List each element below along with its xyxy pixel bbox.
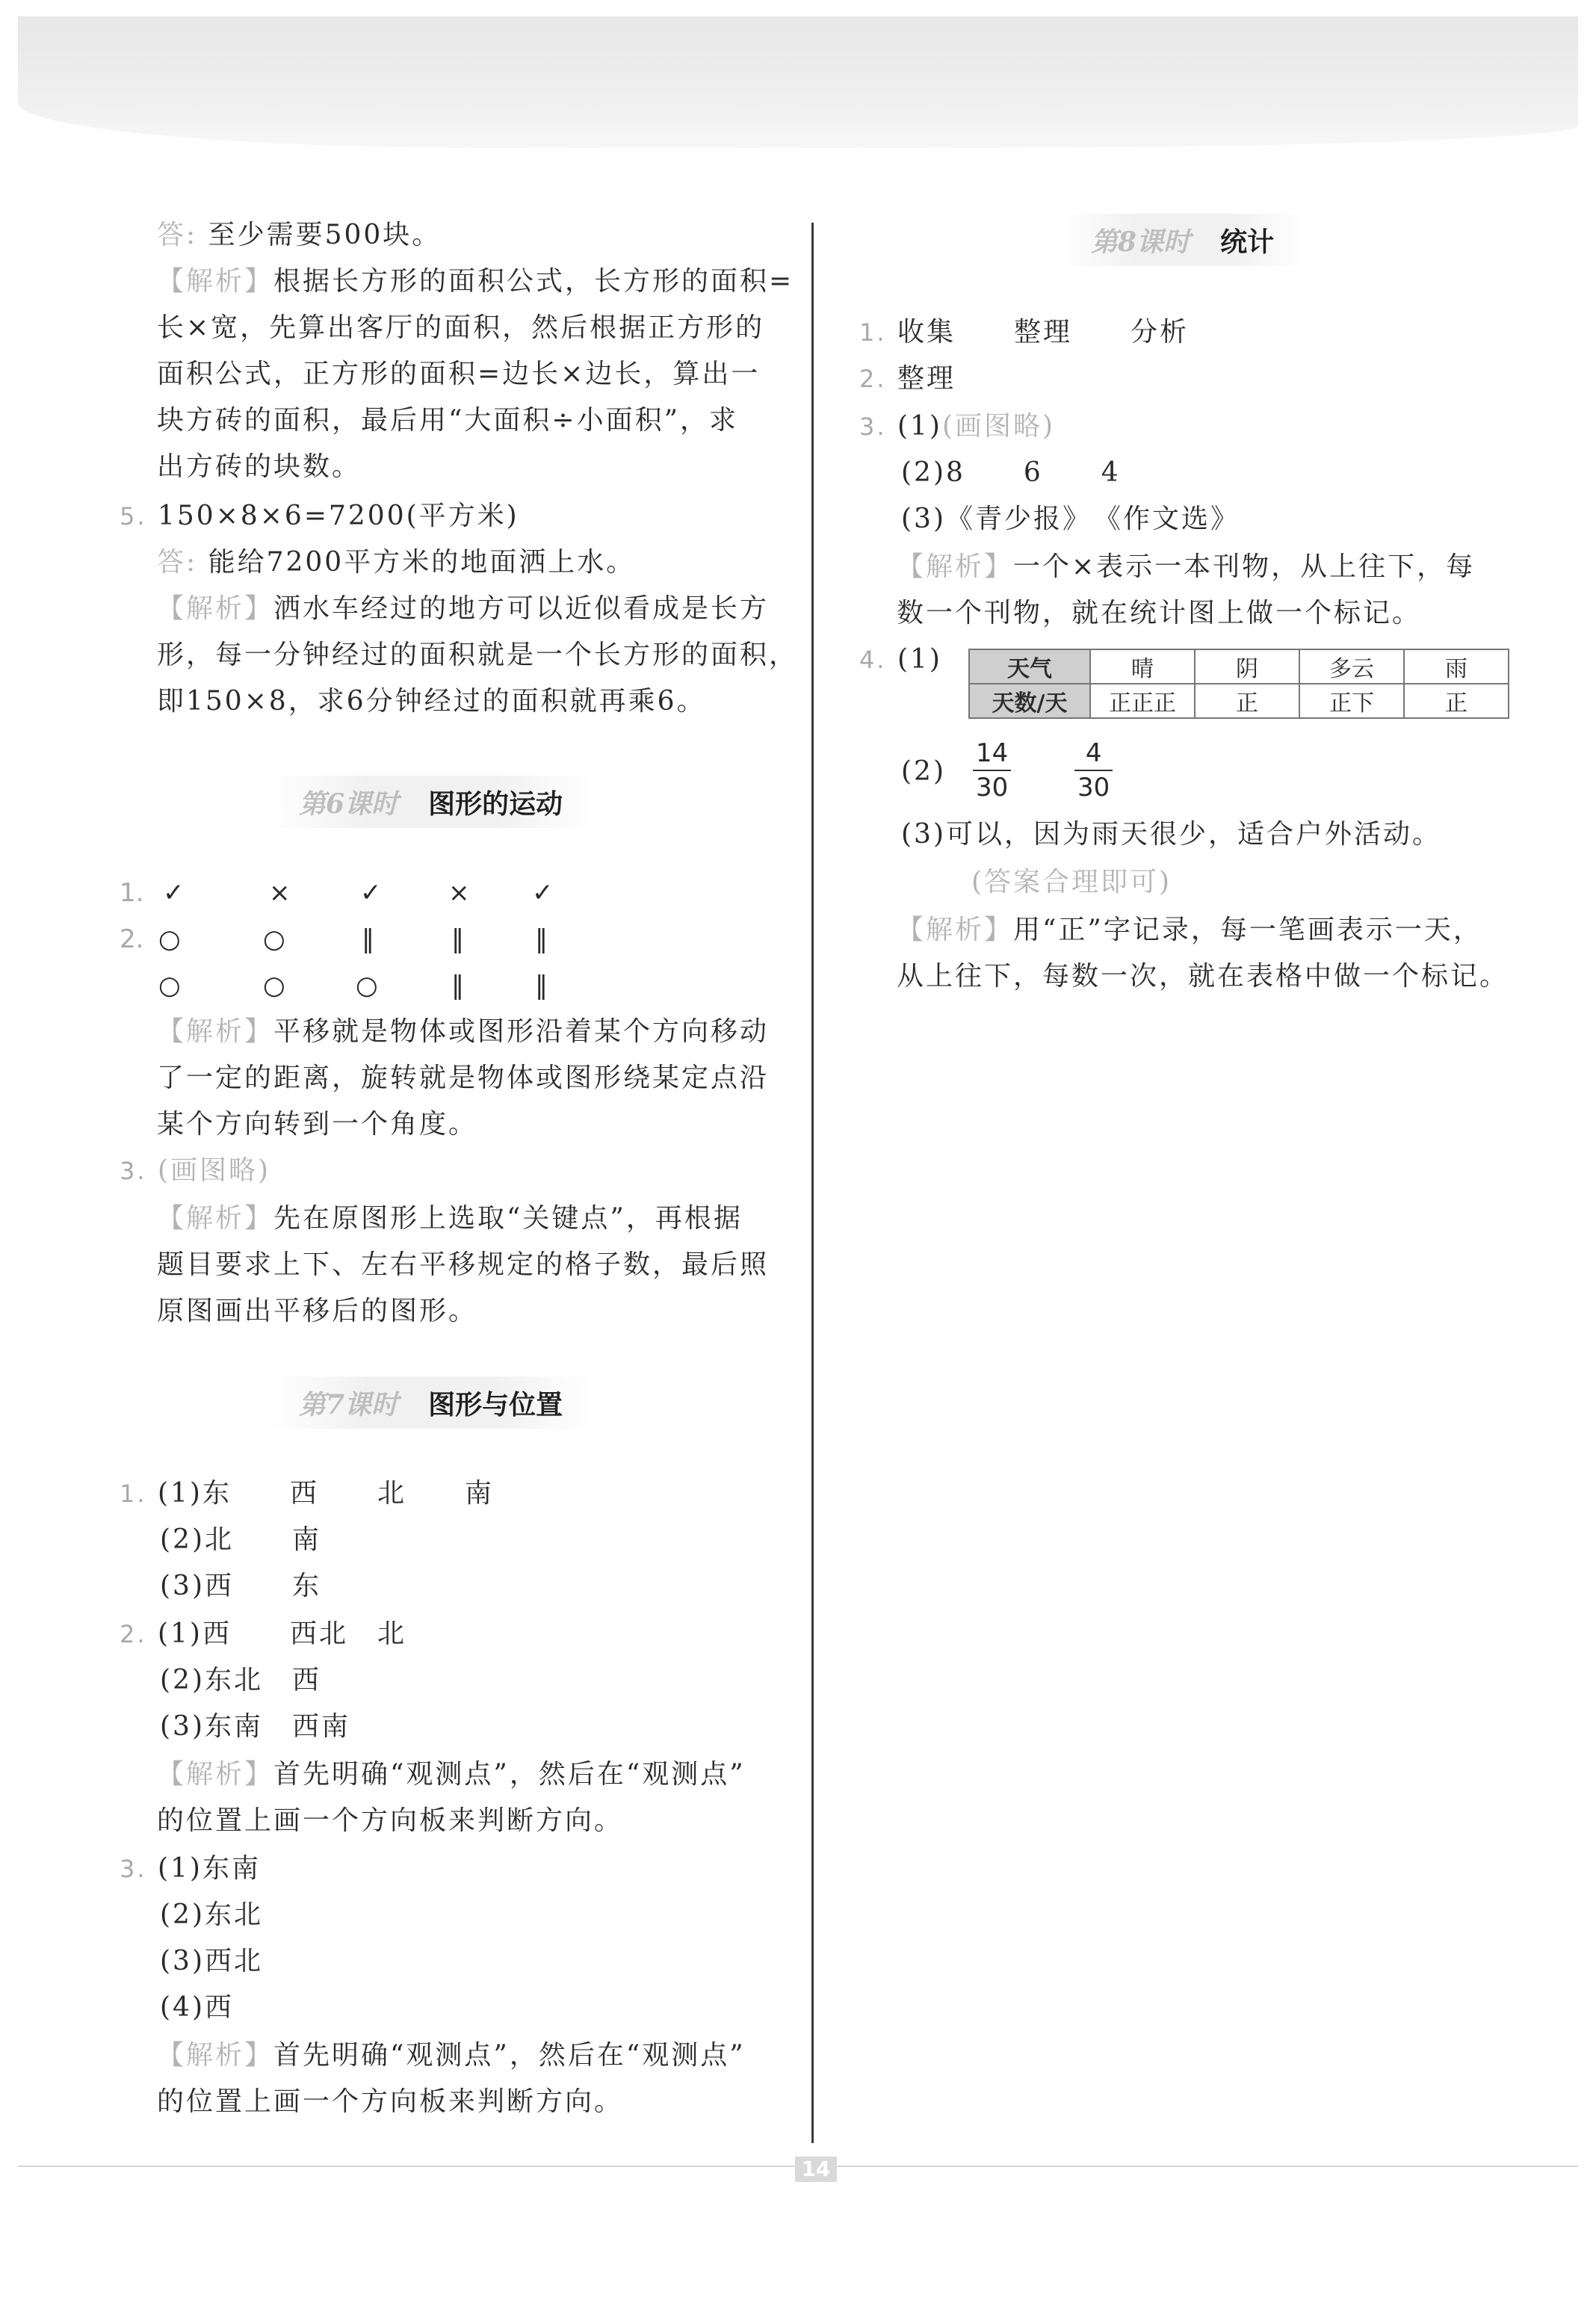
judgement-mark: ×: [269, 878, 291, 908]
lesson-topic: 图形与位置: [428, 1389, 563, 1421]
judgement-mark: ×: [448, 878, 470, 908]
lesson-number: 第8课时: [1091, 226, 1191, 258]
denominator: 30: [973, 770, 1011, 803]
analysis-line: 了一定的距离，旋转就是物体或图形绕某定点沿: [157, 1063, 770, 1093]
table-cell: 正正正: [1090, 684, 1195, 718]
analysis-line: 题目要求上下、左右平移规定的格子数，最后照: [157, 1249, 770, 1280]
motion-symbol: ○: [158, 971, 181, 1001]
question-2: 2. 整理: [859, 363, 956, 394]
motion-symbol: ○: [263, 971, 285, 1001]
page-number: 14: [795, 2157, 837, 2182]
table-cell: 雨: [1404, 649, 1509, 684]
answer-line: (3)西 东: [160, 1571, 321, 1601]
question-3: 3. (画图略): [120, 1155, 271, 1186]
motion-symbol: ‖: [535, 971, 548, 1001]
motion-symbol: ○: [356, 971, 378, 1001]
analysis-line: 【解析】洒水车经过的地方可以近似看成是长方: [157, 593, 770, 624]
denominator: 30: [1074, 770, 1113, 803]
motion-symbol: ‖: [451, 971, 464, 1001]
table-header-cell: 天气: [969, 649, 1090, 684]
motion-symbol: ○: [158, 924, 181, 954]
answer-line: 答: 至少需要500块。: [157, 220, 442, 250]
table-cell: 正: [1404, 684, 1509, 718]
numerator: 4: [1085, 738, 1102, 768]
judgement-mark: ✓: [163, 878, 185, 908]
lesson-topic: 统计: [1220, 226, 1275, 258]
judgement-mark: ✓: [532, 878, 554, 908]
motion-symbol: ○: [263, 924, 285, 954]
answer-line: (2)东北: [160, 1899, 263, 1930]
analysis-line: 某个方向转到一个角度。: [157, 1109, 478, 1140]
question-number: 1.: [120, 878, 144, 908]
top-decorative-band: [18, 16, 1578, 148]
column-divider: [811, 223, 814, 2143]
analysis-line: 形，每一分钟经过的面积就是一个长方形的面积，: [157, 640, 799, 670]
analysis-line: 出方砖的块数。: [157, 451, 362, 482]
answer-line: (3)东南 西南: [160, 1711, 350, 1742]
table-cell: 正下: [1299, 684, 1404, 718]
answer-line: (3)西北: [160, 1946, 263, 1976]
answer-line: (2)东北 西: [160, 1665, 321, 1695]
question-2: 2. (1)西 西北 北: [120, 1619, 406, 1649]
motion-symbol: ‖: [451, 924, 464, 954]
table-row: [969, 684, 1509, 718]
table-cell: 多云: [1299, 649, 1404, 684]
analysis-line: 的位置上画一个方向板来判断方向。: [157, 2086, 624, 2117]
answer-label: (2): [901, 756, 946, 787]
analysis-line: 【解析】根据长方形的面积公式，长方形的面积=: [157, 266, 794, 297]
question-3: 3. (1)东南: [120, 1853, 261, 1884]
analysis-line: 【解析】首先明确“观测点”，然后在“观测点”: [157, 2040, 746, 2071]
fraction: [973, 738, 1011, 803]
lesson-topic: 图形的运动: [428, 788, 563, 820]
analysis-line: 【解析】首先明确“观测点”，然后在“观测点”: [157, 1759, 746, 1790]
table-cell: 正: [1195, 684, 1299, 718]
analysis-line: 面积公式，正方形的面积=边长×边长，算出一: [157, 359, 761, 389]
analysis-line: 的位置上画一个方向板来判断方向。: [157, 1805, 624, 1836]
analysis-line: 即150×8，求6分钟经过的面积就再乘6。: [157, 686, 706, 717]
table-row: [969, 649, 1509, 684]
numerator: 14: [976, 738, 1009, 768]
table-cell: 晴: [1090, 649, 1195, 684]
question-4: 4. (1): [859, 644, 942, 675]
answer-note: (答案合理即可): [971, 867, 1172, 897]
answer-line: (3)可以，因为雨天很少，适合户外活动。: [901, 819, 1441, 850]
question-3: 3. (1)(画图略): [859, 411, 1056, 442]
analysis-line: 从上往下，每数一次，就在表格中做一个标记。: [897, 961, 1509, 992]
lesson-number: 第6课时: [299, 788, 399, 820]
answer-line: (2)北 南: [160, 1524, 321, 1555]
lesson-8-heading: [1061, 214, 1304, 266]
analysis-line: 【解析】先在原图形上选取“关键点”，再根据: [157, 1203, 743, 1234]
question-1: 1. 收集 整理 分析: [859, 317, 1189, 347]
answer-line: (2)8 6 4: [901, 457, 1121, 488]
fraction: [1074, 738, 1113, 803]
analysis-line: 块方砖的面积，最后用“大面积÷小面积”，求: [157, 405, 738, 436]
answer-line: (4)西: [160, 1992, 234, 2023]
analysis-line: 【解析】用“正”字记录，每一笔画表示一天，: [897, 915, 1482, 945]
table-cell: 阴: [1195, 649, 1299, 684]
lesson-7-heading: [269, 1376, 593, 1429]
question-5: 5. 150×8×6=7200(平方米): [120, 501, 519, 531]
analysis-line: 长×宽，先算出客厅的面积，然后根据正方形的: [157, 312, 765, 343]
answer-line: 答: 能给7200平方米的地面洒上水。: [157, 547, 636, 578]
answer-line: (3)《青少报》 《作文选》: [901, 504, 1240, 534]
table-header-cell: 天数/天: [969, 684, 1090, 718]
lesson-number: 第7课时: [299, 1388, 399, 1421]
analysis-line: 原图画出平移后的图形。: [157, 1296, 478, 1326]
weather-tally-table: [968, 649, 1509, 719]
question-number: 2.: [120, 924, 144, 954]
analysis-line: 【解析】一个×表示一本刊物，从上往下，每: [897, 551, 1476, 582]
motion-symbol: ‖: [535, 924, 548, 954]
analysis-line: 【解析】平移就是物体或图形沿着某个方向移动: [157, 1016, 770, 1047]
motion-symbol: ‖: [362, 924, 374, 954]
question-1: 1. (1)东 西 北 南: [120, 1478, 494, 1509]
judgement-mark: ✓: [360, 878, 382, 908]
analysis-line: 数一个刊物，就在统计图上做一个标记。: [897, 598, 1422, 628]
lesson-6-heading: [269, 776, 593, 828]
